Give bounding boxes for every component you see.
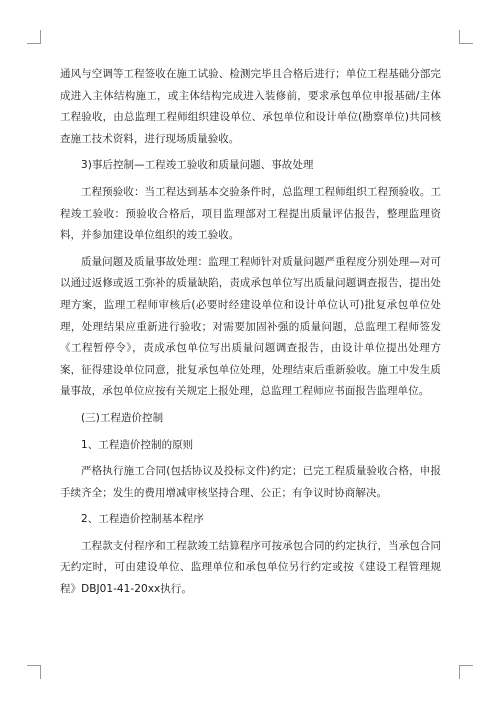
heading-cost-control-procedure: 2、工程造价控制基本程序: [81, 513, 204, 526]
paragraph-pre-acceptance: 工程预验收：当工程达到基本交验条件时，总监理工程师组织工程预验收。工程竣工验收：预验收合格后，项目监理部对工程提出质量评估报告，整理监理资料，并参加建设单位组织的竣工验收。: [60, 185, 441, 242]
crop-mark-top-right: [459, 30, 473, 44]
paragraph-quality-acceptance: 通风与空调等工程签收在施工试验、检测完毕且合格后进行；单位工程基础分部完成进入主体结构施工，或主体结构完成进入装修前，要求承包单位申报基础/主体工程验收，由总监理工程师组织建设单位、承包单位和设计单位(勘察单位)共同核查施工技术资料，进行现场质量验收。: [60, 68, 441, 145]
document-body: [60, 64, 441, 601]
heading-post-control: 3)事后控制—工程竣工验收和质量问题、事故处理: [81, 159, 314, 172]
crop-mark-bottom-right: [459, 665, 473, 679]
crop-mark-top-left: [27, 30, 41, 44]
crop-mark-bottom-left: [27, 665, 41, 679]
paragraph-quality-issue-handling: 质量问题及质量事故处理：监理工程师针对质量问题严重程度分别处理—对可以通过返修或返工弥补的质量缺陷，责成承包单位写出质量问题调查报告，提出处理方案，监理工程师审核后(必要时经建设单位和设计单位认可)批复承包单位处理，处理结果应重新进行验收；对需要加固补强的质量问题，总监理工程师签发《工程暂停令》，责成承包单位写出质量问题调查报告，由设计单位提出处理方案，征得建设单位同意，批复承包单位处理，处理结束后重新验收。施工中发生质量事故，承包单位应按有关规定上报处理，总监理工程师应书面报告监理单位。: [60, 255, 441, 398]
heading-cost-control: (三)工程造价控制: [81, 411, 164, 424]
paragraph-cost-principles: 严格执行施工合同(包括协议及投标文件)约定；已完工程质量验收合格，申报手续齐全；发生的费用增减审核坚持合理、公正；有争议时协商解决。: [60, 465, 441, 499]
heading-cost-control-principles: 1、工程造价控制的原则: [81, 438, 194, 451]
paragraph-payment-procedure: 工程款支付程序和工程款竣工结算程序可按承包合同的约定执行，当承包合同无约定时，可由建设单位、监理单位和承包单位另行约定或按《建设工程管理规程》DBJ01-41-20xx执行。: [60, 539, 441, 596]
